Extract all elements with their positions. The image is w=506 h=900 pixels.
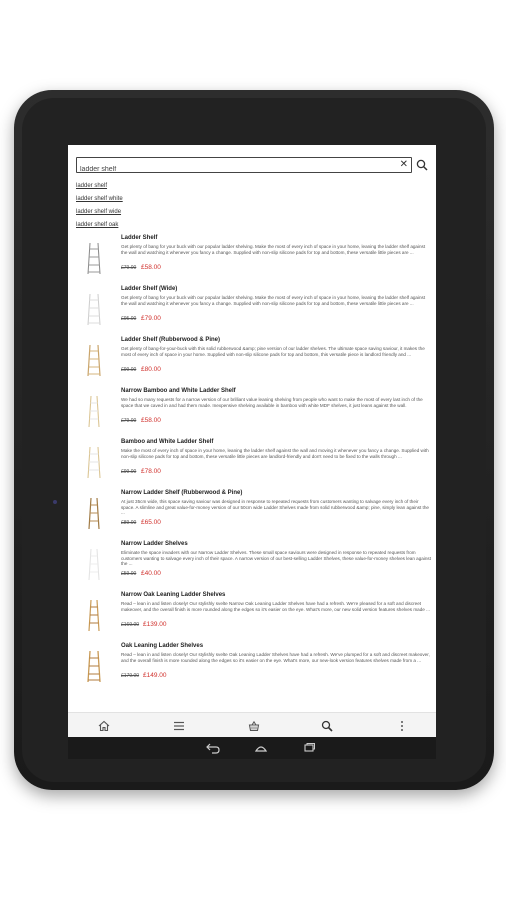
old-price: £59.00 xyxy=(121,571,137,577)
old-price: £95.00 xyxy=(121,316,137,322)
product-item[interactable] xyxy=(68,388,436,438)
product-item[interactable] xyxy=(68,235,436,285)
ladder-shelf-thumbnail xyxy=(86,496,102,530)
sale-price: £78.00 xyxy=(141,468,161,475)
ladder-shelf-thumbnail xyxy=(86,598,102,632)
search-field[interactable] xyxy=(76,157,412,173)
app-screen xyxy=(68,145,436,737)
product-title[interactable]: Narrow Ladder Shelf (Rubberwood & Pine) xyxy=(121,490,243,496)
ladder-shelf-thumbnail xyxy=(86,241,102,275)
clear-icon[interactable]: ✕ xyxy=(399,159,408,170)
product-title[interactable]: Narrow Ladder Shelves xyxy=(121,541,188,547)
sale-price: £149.00 xyxy=(143,672,167,679)
basket-icon[interactable] xyxy=(247,719,261,733)
system-nav-bar xyxy=(68,737,436,759)
product-title[interactable]: Narrow Bamboo and White Ladder Shelf xyxy=(121,388,236,394)
product-description: Eliminate the space invaders with our Narrow Ladder Shelves. These small space saviours were designed in response to repeated requests from customers wanting to salvage every inch of their space. A narrow version of our best-selling Ladder Shelves, these value-for-money shelves lean against the ... xyxy=(121,550,431,567)
product-description: Make the most of every inch of space in your home, leaning the ladder shelf against the wall and moving it whenever you fancy a change. Supplied with non-slip silicone pads for top and bottom, these versatile little pieces are landlord-friendly and don't need to be fixed to the walls through ... xyxy=(121,448,429,459)
product-item[interactable] xyxy=(68,592,436,642)
sale-price: £80.00 xyxy=(141,366,161,373)
old-price: £99.00 xyxy=(121,367,137,373)
product-title[interactable]: Narrow Oak Leaning Ladder Shelves xyxy=(121,592,226,598)
sale-price: £58.00 xyxy=(141,264,161,271)
search-row xyxy=(76,157,430,175)
search-icon[interactable] xyxy=(416,158,428,176)
back-icon[interactable] xyxy=(206,741,220,759)
product-description: Get plenty of bang for your buck with our popular ladder shelving. Make the most of every inch of space in your home, leaning the ladder shelf against the wall and watching it whenever you fancy a change. Supplied with non-slip silicone pads for top and bottom, these versatile little pieces are ... xyxy=(121,244,426,255)
product-title[interactable]: Bamboo and White Ladder Shelf xyxy=(121,439,214,445)
product-item[interactable] xyxy=(68,541,436,591)
product-description: Read – lean in and listen closely! Our stylishly svelte Oak Leaning Ladder Shelves have had a refresh. We've plumped for a soft and discreet makeover, and the overall finish is more rounded along the edges so it's easier on the eye. What's more, our new-look version features shelves made from a ... xyxy=(121,652,430,663)
old-price: £179.00 xyxy=(121,673,140,679)
product-description: Get plenty of bang for your buck with our popular ladder shelving. Make the most of every inch of space in your home, leaning the ladder shelf against the wall and watching it whenever you fancy a change. Supplied with non-slip silicone pads for top and bottom, these versatile little pieces are ... xyxy=(121,295,426,306)
suggestion-item[interactable]: ladder shelf xyxy=(76,183,108,189)
product-title[interactable]: Ladder Shelf xyxy=(121,235,158,241)
old-price: £169.00 xyxy=(121,622,140,628)
sale-price: £65.00 xyxy=(141,519,161,526)
old-price: £79.00 xyxy=(121,265,137,271)
menu-icon[interactable] xyxy=(172,719,186,733)
old-price: £79.00 xyxy=(121,418,137,424)
ladder-shelf-thumbnail xyxy=(86,292,102,326)
product-item[interactable] xyxy=(68,439,436,489)
recents-icon[interactable] xyxy=(302,741,316,759)
suggestion-item[interactable]: ladder shelf white xyxy=(76,196,123,202)
product-item[interactable] xyxy=(68,490,436,540)
ladder-shelf-thumbnail xyxy=(86,445,102,479)
product-description: Read – lean in and listen closely! Our stylishly svelte Narrow Oak Leaning Ladder Shelves have had a refresh. We're pleased for a soft and discreet makeover, and the overall finish is more rounded along the edges so it's easier on the eye. What's more, our new solid version features shelves made ... xyxy=(121,601,430,612)
suggestion-item[interactable]: ladder shelf oak xyxy=(76,222,119,228)
product-description: We had so many requests for a narrow version of our brilliant value leaning shelving from people who want to make the most of every last inch of the space that we caved in and had them made. Inexpensive shelving available in bamboo with white MDF shelves, it just leans against the wall. xyxy=(121,397,423,408)
search-icon[interactable] xyxy=(320,719,334,733)
status-strip xyxy=(68,145,436,153)
old-price: £89.00 xyxy=(121,520,137,526)
bottom-nav xyxy=(68,712,436,737)
sale-price: £58.00 xyxy=(141,417,161,424)
old-price: £99.00 xyxy=(121,469,137,475)
sale-price: £79.00 xyxy=(141,315,161,322)
product-item[interactable] xyxy=(68,286,436,336)
product-description: Get plenty of bang-for-your-buck with this solid rubberwood &amp; pine version of our ladder shelves. The ultimate space saving saviour, it makes the most of every inch of space in your home. Supplied with non-slip silicone pads for top and bottom, this versatile piece is landlord friendly and ... xyxy=(121,346,425,357)
ladder-shelf-thumbnail xyxy=(86,343,102,377)
more-icon[interactable] xyxy=(395,719,409,733)
search-input[interactable] xyxy=(77,163,383,177)
ladder-shelf-thumbnail xyxy=(86,547,102,581)
product-description: At just 35cm wide, this space saving saviour was designed in response to repeated requests from customers wanting to salvage every inch of their space. A slimline and great value-for-money version of our 50cm wide Ladder Shelves made from solid rubberwood &amp; pine, simply lean against the ... xyxy=(121,499,429,516)
ladder-shelf-thumbnail xyxy=(86,649,102,683)
product-item[interactable] xyxy=(68,643,436,693)
product-title[interactable]: Oak Leaning Ladder Shelves xyxy=(121,643,204,649)
product-title[interactable]: Ladder Shelf (Wide) xyxy=(121,286,178,292)
camera-dot xyxy=(53,500,57,504)
product-title[interactable]: Ladder Shelf (Rubberwood & Pine) xyxy=(121,337,221,343)
home-icon[interactable] xyxy=(254,741,268,759)
sale-price: £40.00 xyxy=(141,570,161,577)
sale-price: £139.00 xyxy=(143,621,167,628)
ladder-shelf-thumbnail xyxy=(86,394,102,428)
product-item[interactable] xyxy=(68,337,436,387)
suggestion-item[interactable]: ladder shelf wide xyxy=(76,209,122,215)
home-icon[interactable] xyxy=(97,719,111,733)
